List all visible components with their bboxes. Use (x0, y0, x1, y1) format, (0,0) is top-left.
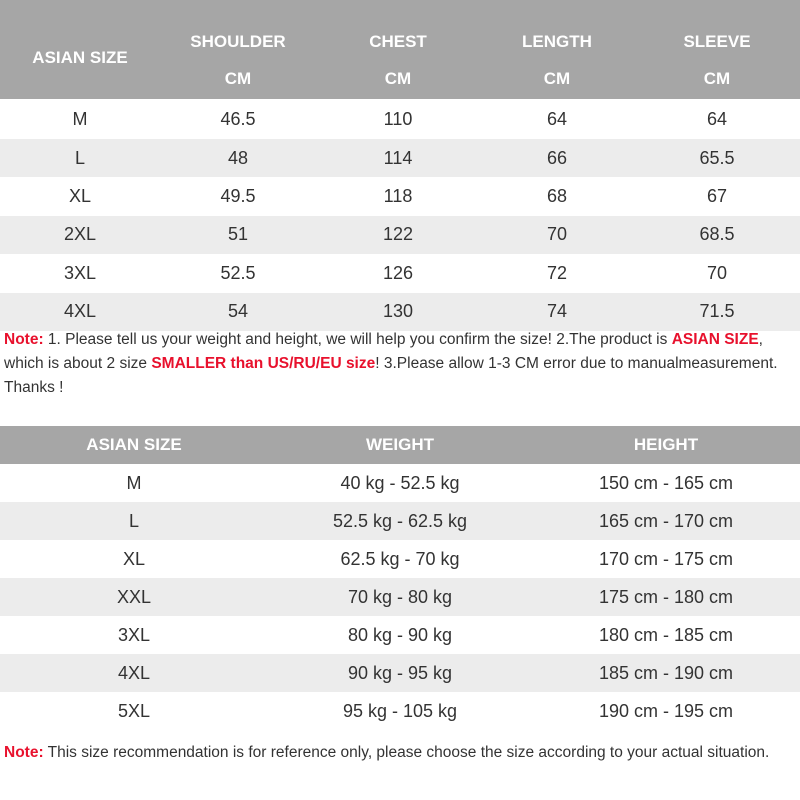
header-chest: CHEST (369, 32, 427, 51)
cell-size: XXL (116, 586, 152, 607)
cell-weight: 95 kg - 105 kg (342, 700, 458, 721)
cell-size: L (128, 510, 139, 531)
cell-size: M (126, 472, 142, 493)
cell-height: 185 cm - 190 cm (598, 662, 734, 683)
cell-height: 150 cm - 165 cm (598, 472, 734, 493)
table-header (0, 0, 800, 99)
note-text-part2: , which is about 2 size (4, 331, 763, 372)
cell-size: XL (122, 548, 146, 569)
recommendation-note (4, 741, 798, 765)
size-recommendation-table (0, 426, 800, 730)
header-sleeve-unit: CM (703, 69, 731, 88)
cell-size: 3XL (117, 624, 151, 645)
table-row (0, 293, 800, 331)
cell-weight: 62.5 kg - 70 kg (340, 548, 460, 569)
header-length: LENGTH (522, 32, 592, 51)
table-row (0, 254, 800, 292)
cell-size: 4XL (63, 301, 97, 322)
table-row (0, 502, 800, 540)
cell-chest: 110 (383, 108, 413, 129)
cell-size: 2XL (63, 224, 97, 245)
header-asian-size: ASIAN SIZE (86, 435, 182, 454)
table-row (0, 654, 800, 692)
table-row (0, 616, 800, 654)
note-text-part1: 1. Please tell us your weight and height, we will help you confirm the size! 2.The product is (43, 331, 672, 348)
cell-chest: 130 (382, 301, 414, 322)
cell-height: 175 cm - 180 cm (598, 586, 734, 607)
cell-chest: 114 (383, 147, 413, 168)
header-asian-size: ASIAN SIZE (32, 48, 128, 67)
note-text: This size recommendation is for reference only, please choose the size according to your actual situation. (43, 744, 770, 761)
size-note (4, 328, 798, 400)
cell-shoulder: 51 (227, 224, 249, 245)
cell-sleeve: 71.5 (699, 301, 735, 322)
cell-sleeve: 65.5 (699, 147, 735, 168)
cell-weight: 80 kg - 90 kg (347, 624, 453, 645)
table-row (0, 216, 800, 254)
cell-shoulder: 54 (227, 301, 249, 322)
cell-weight: 40 kg - 52.5 kg (340, 472, 460, 493)
table-row (0, 540, 800, 578)
cell-length: 72 (546, 262, 568, 283)
table-row (0, 99, 800, 139)
header-sleeve: SLEEVE (683, 32, 751, 51)
cell-size: XL (68, 186, 92, 207)
cell-size: L (74, 147, 85, 168)
cell-shoulder: 48 (227, 147, 249, 168)
cell-sleeve: 68.5 (699, 224, 735, 245)
cell-size: M (72, 108, 88, 129)
cell-size: 5XL (117, 700, 151, 721)
cell-weight: 52.5 kg - 62.5 kg (332, 510, 468, 531)
cell-length: 68 (546, 186, 568, 207)
cell-weight: 90 kg - 95 kg (347, 662, 453, 683)
cell-size: 3XL (63, 262, 97, 283)
cell-sleeve: 70 (706, 262, 728, 283)
note-highlight-smaller: SMALLER than US/RU/EU size (151, 355, 376, 372)
cell-length: 64 (546, 108, 568, 129)
size-measurement-table (0, 0, 800, 331)
header-height: HEIGHT (633, 435, 699, 454)
cell-chest: 118 (383, 186, 413, 207)
cell-shoulder: 52.5 (220, 262, 256, 283)
cell-height: 170 cm - 175 cm (598, 548, 734, 569)
cell-length: 74 (546, 301, 568, 322)
cell-sleeve: 64 (706, 108, 728, 129)
cell-length: 70 (546, 224, 568, 245)
table-row (0, 177, 800, 215)
header-shoulder-unit: CM (224, 69, 252, 88)
cell-height: 180 cm - 185 cm (598, 624, 734, 645)
cell-height: 190 cm - 195 cm (598, 700, 734, 721)
note-highlight-asian-size: ASIAN SIZE (671, 331, 759, 348)
cell-sleeve: 67 (706, 186, 728, 207)
cell-chest: 126 (382, 262, 414, 283)
cell-shoulder: 49.5 (220, 186, 256, 207)
table-row (0, 692, 800, 730)
table-row (0, 464, 800, 502)
cell-chest: 122 (382, 224, 414, 245)
header-length-unit: CM (543, 69, 571, 88)
header-chest-unit: CM (384, 69, 412, 88)
header-shoulder: SHOULDER (190, 32, 286, 51)
table-row (0, 578, 800, 616)
note-label: Note: (4, 744, 44, 761)
cell-weight: 70 kg - 80 kg (347, 586, 453, 607)
note-text-part3: ! 3.Please allow 1-3 CM error due to manualmeasurement. Thanks ! (4, 355, 778, 396)
cell-size: 4XL (117, 662, 151, 683)
table-row (0, 139, 800, 177)
table-header (0, 426, 800, 464)
header-weight: WEIGHT (366, 435, 434, 454)
cell-shoulder: 46.5 (220, 108, 256, 129)
note-label: Note: (4, 331, 44, 348)
cell-length: 66 (546, 147, 568, 168)
cell-height: 165 cm - 170 cm (598, 510, 734, 531)
